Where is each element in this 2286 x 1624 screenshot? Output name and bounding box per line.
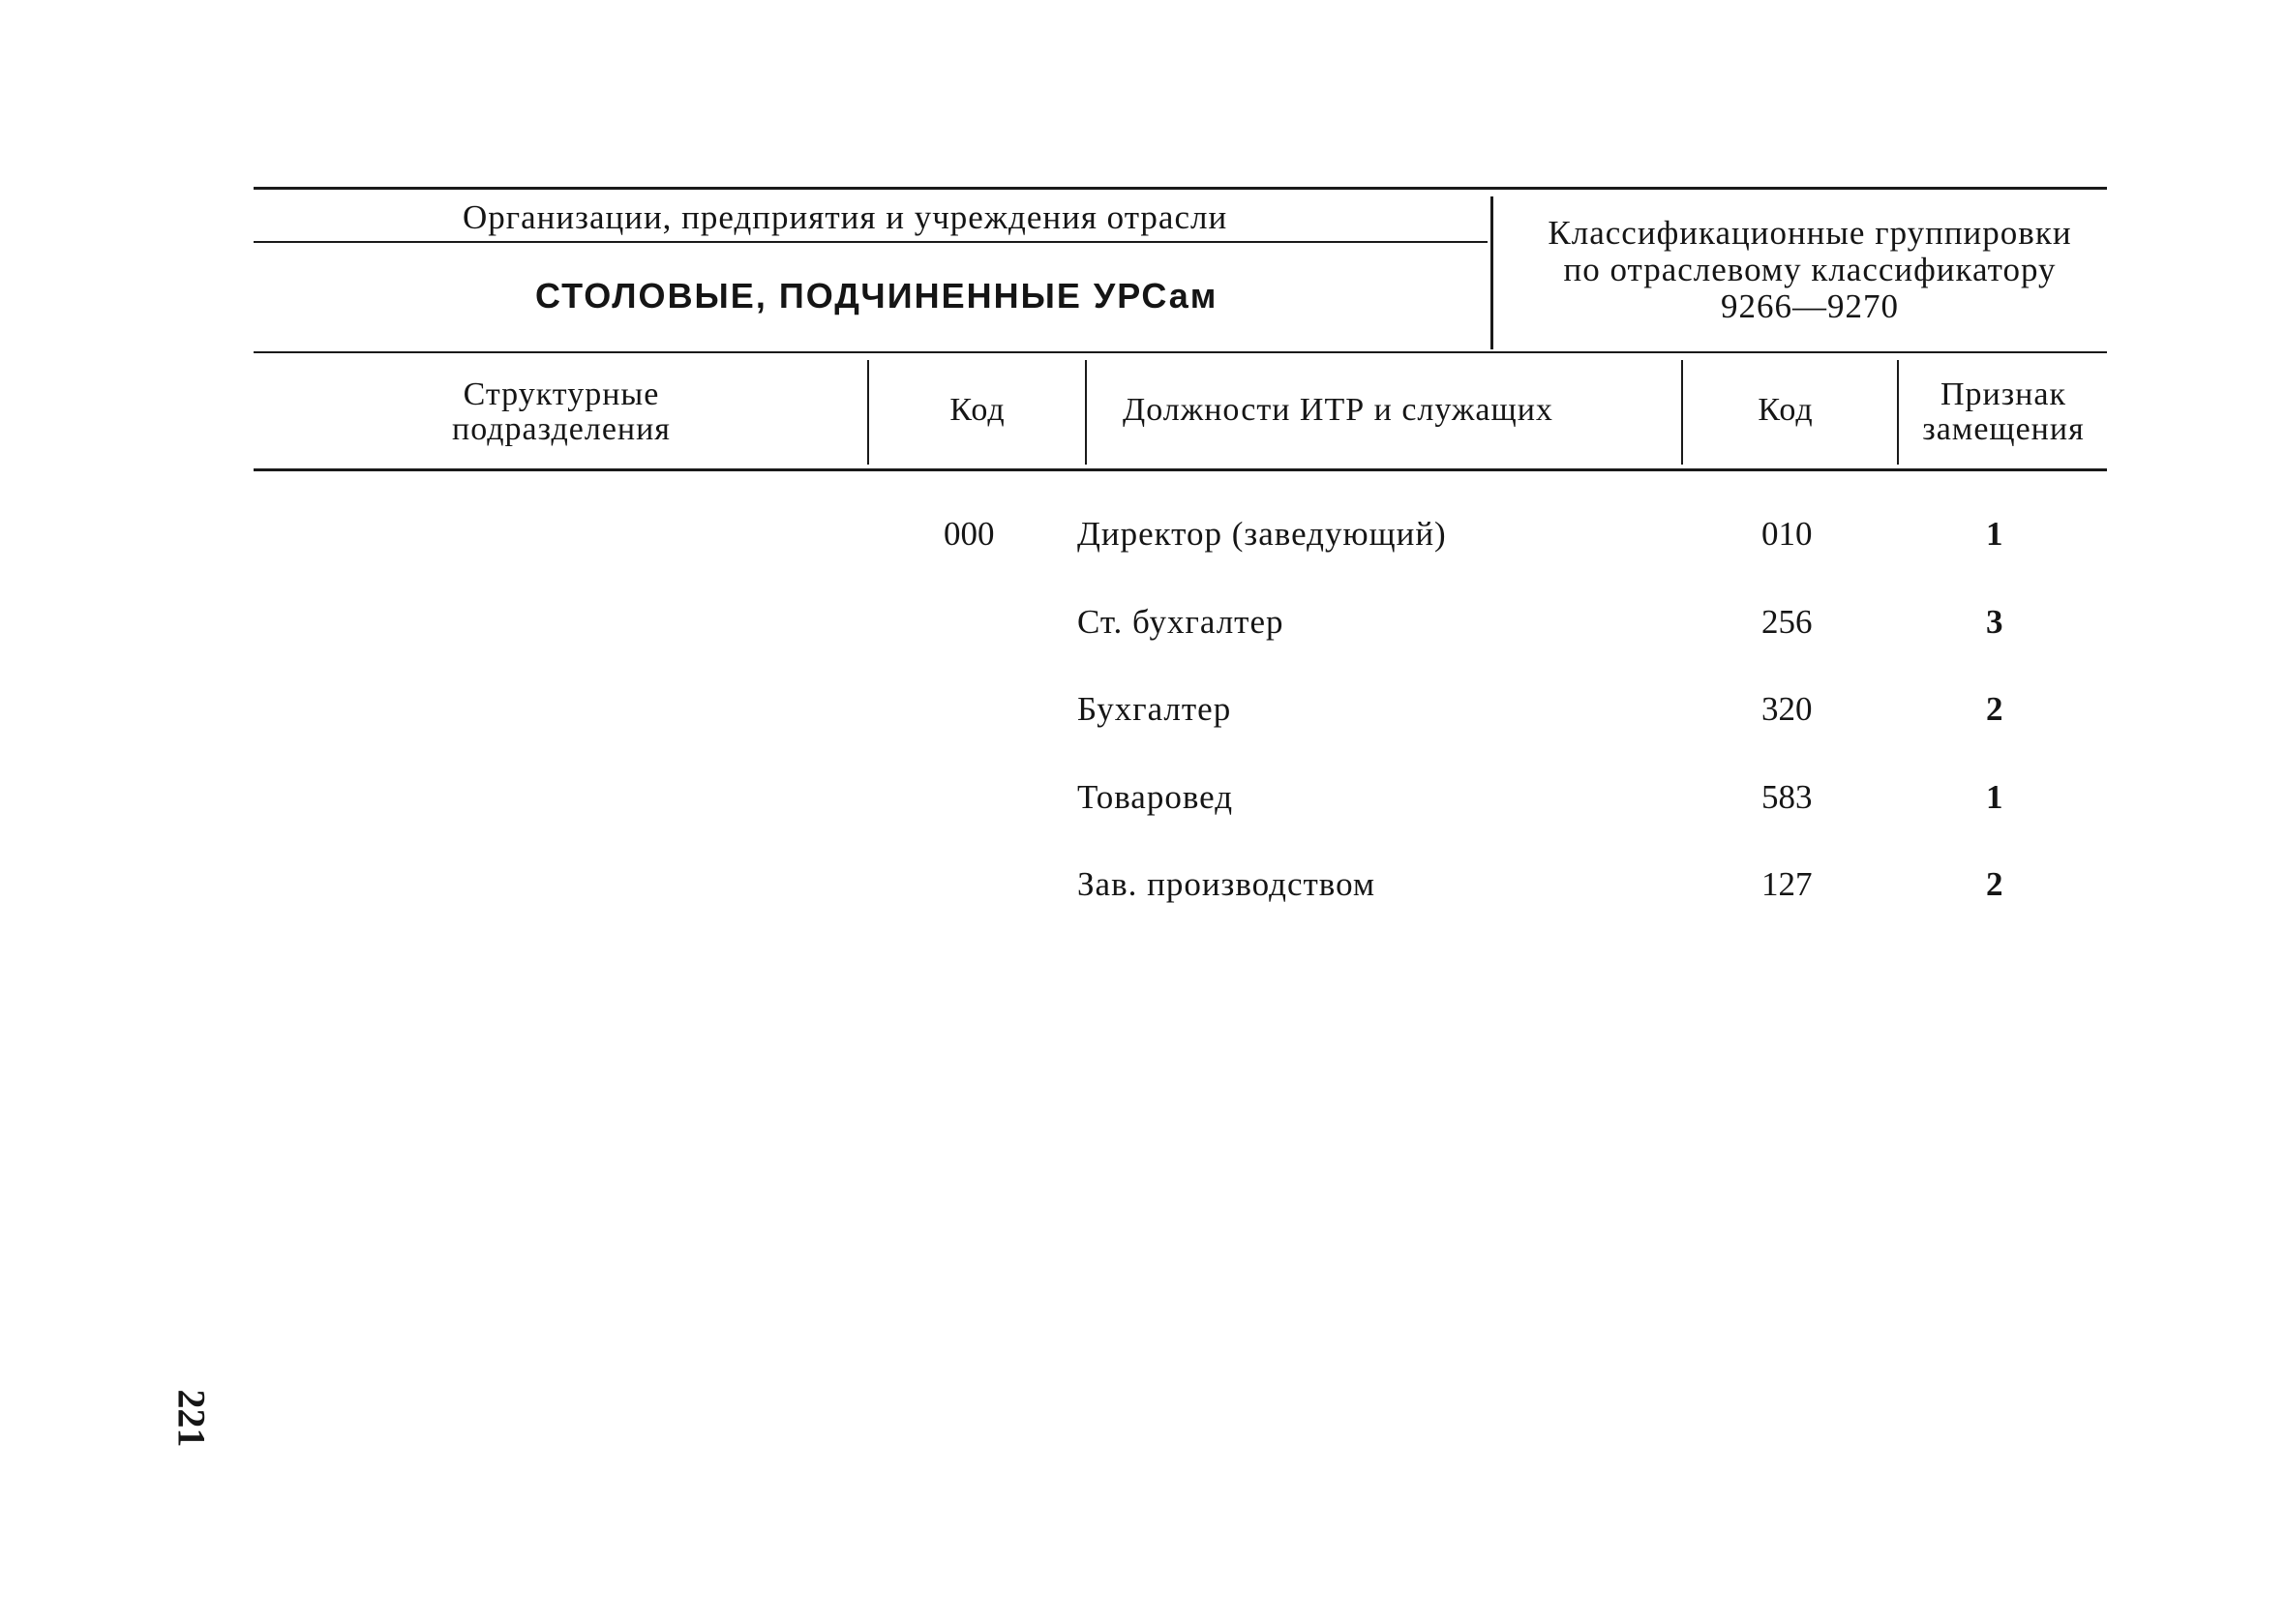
position-title: Товаровед [1077,778,1234,816]
top-rule [254,187,2107,190]
col-divider-1 [867,360,869,465]
column-sign-line1: Признак [1940,376,2066,412]
replacement-sign: 2 [1986,690,2003,728]
replacement-sign: 1 [1986,515,2003,553]
position-code: 256 [1761,603,1813,641]
page-number: 221 [169,1389,214,1448]
position-title: Ст. бухгалтер [1077,603,1284,641]
organization-name: СТОЛОВЫЕ, ПОДЧИНЕННЫЕ УРСам [535,276,1218,316]
position-code: 583 [1761,778,1813,816]
position-title: Бухгалтер [1077,690,1232,728]
replacement-sign: 1 [1986,778,2003,816]
replacement-sign: 3 [1986,603,2003,641]
replacement-sign: 2 [1986,865,2003,903]
unit-code: 000 [944,515,995,553]
column-position-code: Код [1758,392,1814,428]
header-bottom-rule [254,351,2107,353]
org-rule [254,241,1488,243]
col-divider-3 [1681,360,1683,465]
classification-block [1510,215,2110,325]
organization-label: Организации, предприятия и учреждения отрасли [463,198,1228,236]
classification-range: 9266—9270 [1721,287,1899,325]
column-structural-line2: подразделения [452,411,671,447]
column-sign-line2: замещения [1922,411,2085,447]
position-code: 010 [1761,515,1813,553]
col-divider-2 [1085,360,1087,465]
classification-line1: Классификационные группировки [1548,214,2072,252]
position-code: 320 [1761,690,1813,728]
position-title: Зав. производством [1077,865,1376,903]
position-title: Директор (заведующий) [1077,515,1447,553]
column-positions: Должности ИТР и служащих [1123,392,1553,428]
header-divider [1490,196,1493,349]
column-header-rule [254,468,2107,471]
column-structural-line1: Структурные [463,376,660,412]
column-replacement-sign [1897,377,2110,447]
classification-line2: по отраслевому классификатору [1563,251,2057,288]
column-structural [368,377,755,447]
position-code: 127 [1761,865,1813,903]
column-unit-code: Код [949,392,1006,428]
